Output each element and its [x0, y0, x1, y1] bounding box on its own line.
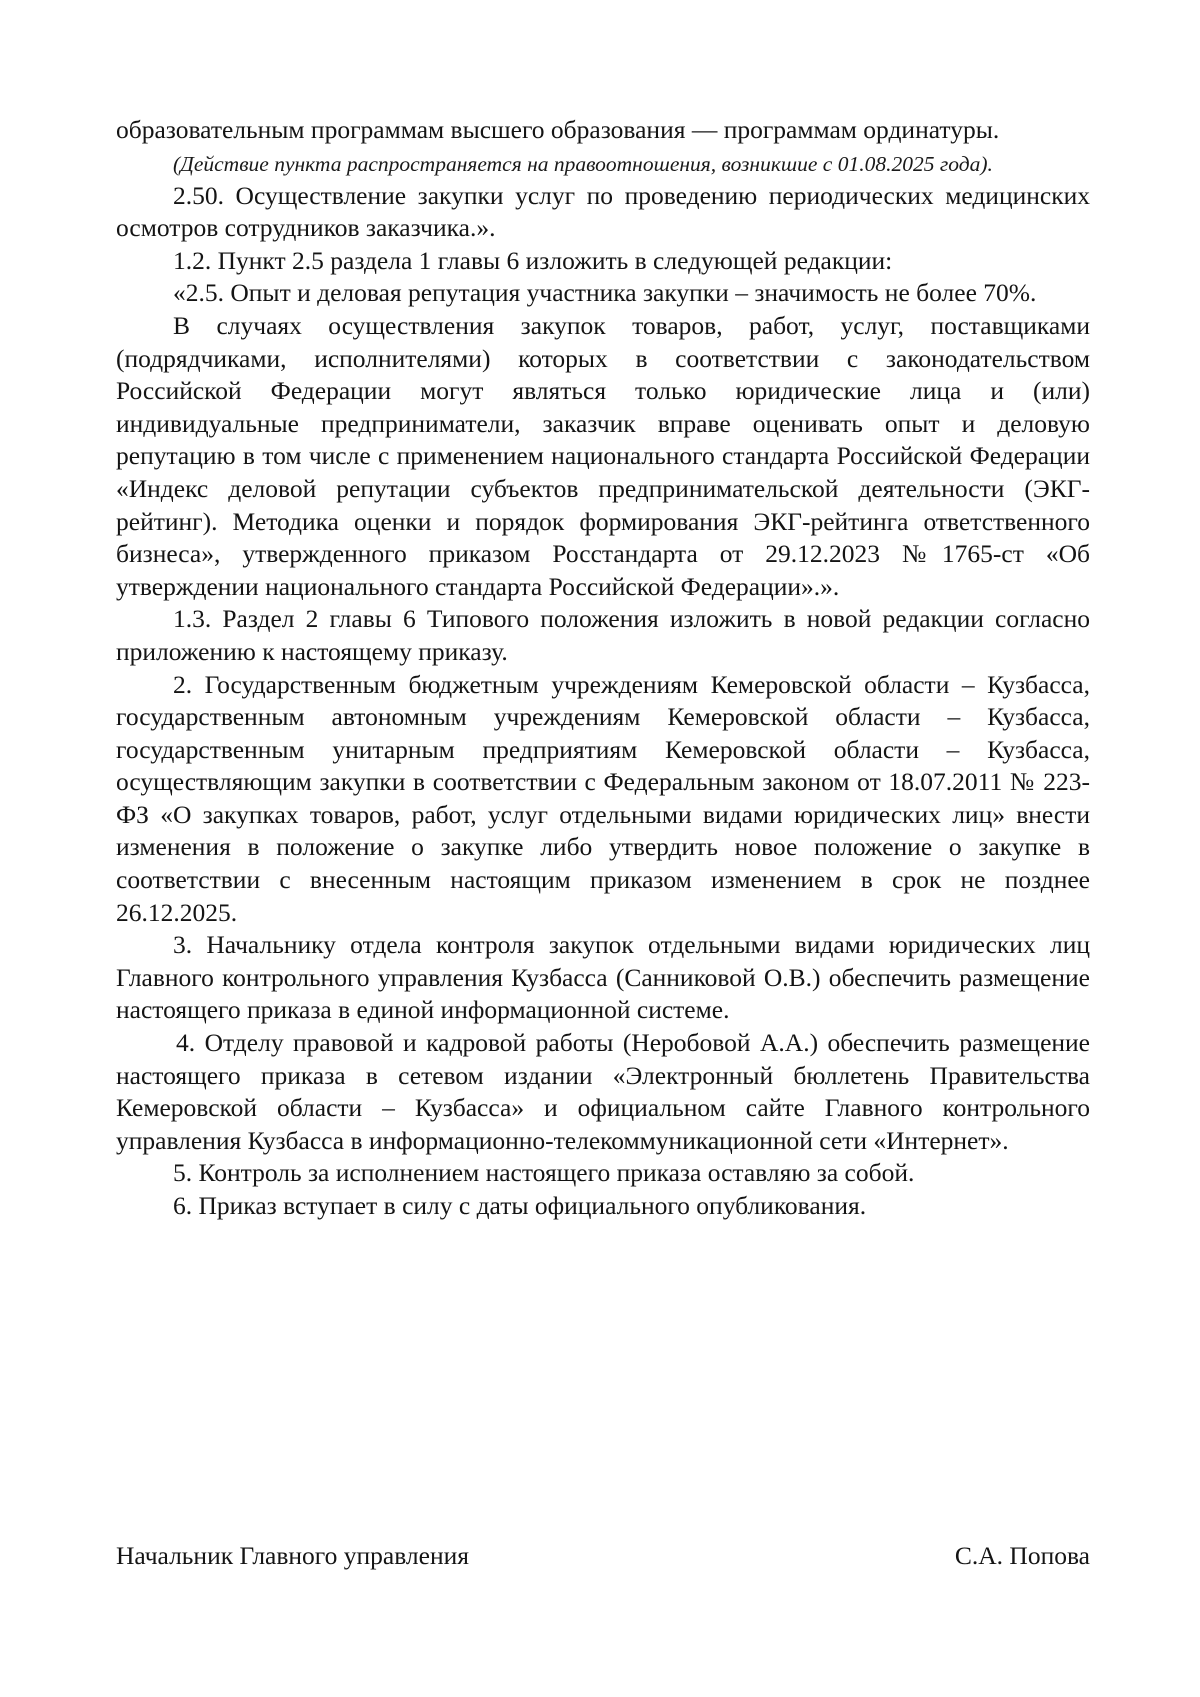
- paragraph-4: 4. Отделу правовой и кадровой работы (Неробовой А.А.) обеспечить размещение настоящего приказа в сетевом издании «Электронный бюллетень Правительства Кемеровской области – Кузбасса» и официальном сайте Главного контрольного управления Кузбасса в информационно-телекоммуникационной сети «Интернет».: [116, 1028, 1090, 1155]
- signature-block: [116, 1540, 1090, 1573]
- paragraph-note: (Действие пункта распространяется на правоотношения, возникшие с 01.08.2025 года).: [173, 151, 993, 176]
- signature-position: Начальник Главного управления: [116, 1541, 469, 1570]
- paragraph-1-2: 1.2. Пункт 2.5 раздела 1 главы 6 изложить в следующей редакции:: [173, 245, 893, 275]
- paragraph-6: 6. Приказ вступает в силу с даты официального опубликования.: [173, 1191, 867, 1220]
- document-body: [116, 114, 1090, 1223]
- paragraph-2-50: 2.50. Осуществление закупки услуг по проведению периодических медицинских осмотров сотрудников заказчика.».: [116, 180, 1090, 243]
- paragraph-5: 5. Контроль за исполнением настоящего приказа оставляю за собой.: [173, 1158, 915, 1188]
- paragraph-2-5: «2.5. Опыт и деловая репутация участника закупки – значимость не более 70%.: [173, 278, 1037, 308]
- paragraph-continuation: образовательным программам высшего образования — программам ординатуры.: [116, 115, 1000, 144]
- paragraph-3: 3. Начальнику отдела контроля закупок отдельными видами юридических лиц Главного контрольного управления Кузбасса (Санниковой О.В.) обеспечить размещение настоящего приказа в единой информационной системе.: [116, 930, 1090, 1025]
- paragraph-2: 2. Государственным бюджетным учреждениям Кемеровской области – Кузбасса, государственным автономным учреждениям Кемеровской области – Кузбасса, государственным унитарным предприятиям Кемеровской области – Кузбасса, осуществляющим закупки в соответствии с Федеральным законом от 18.07.2011 № 223-ФЗ «О закупках товаров, работ, услуг отдельными видами юридических лиц» внести изменения в положение о закупке либо утвердить новое положение о закупке в соответствии с внесенным настоящим приказом изменением в срок не позднее 26.12.2025.: [116, 669, 1090, 927]
- signature-name: С.А. Попова: [954, 1541, 1090, 1570]
- paragraph-cases: В случаях осуществления закупок товаров, работ, услуг, поставщиками (подрядчиками, исполнителями) которых в соответствии с законодательством Российской Федерации могут являться только юридические лица и (или) индивидуальные предприниматели, заказчик вправе оценивать опыт и деловую репутацию в том числе с применением национального стандарта Российской Федерации «Индекс деловой репутации субъектов предпринимательской деятельности (ЭКГ-рейтинг). Методика оценки и порядок формирования ЭКГ-рейтинга ответственного бизнеса», утвержденного приказом Росстандарта от 29.12.2023 №1765-ст «Об утверждении национального стандарта Российской Федерации».».: [116, 310, 1090, 601]
- paragraph-1-3: 1.3. Раздел 2 главы 6 Типового положения изложить в новой редакции согласно приложению к настоящему приказу.: [116, 604, 1090, 666]
